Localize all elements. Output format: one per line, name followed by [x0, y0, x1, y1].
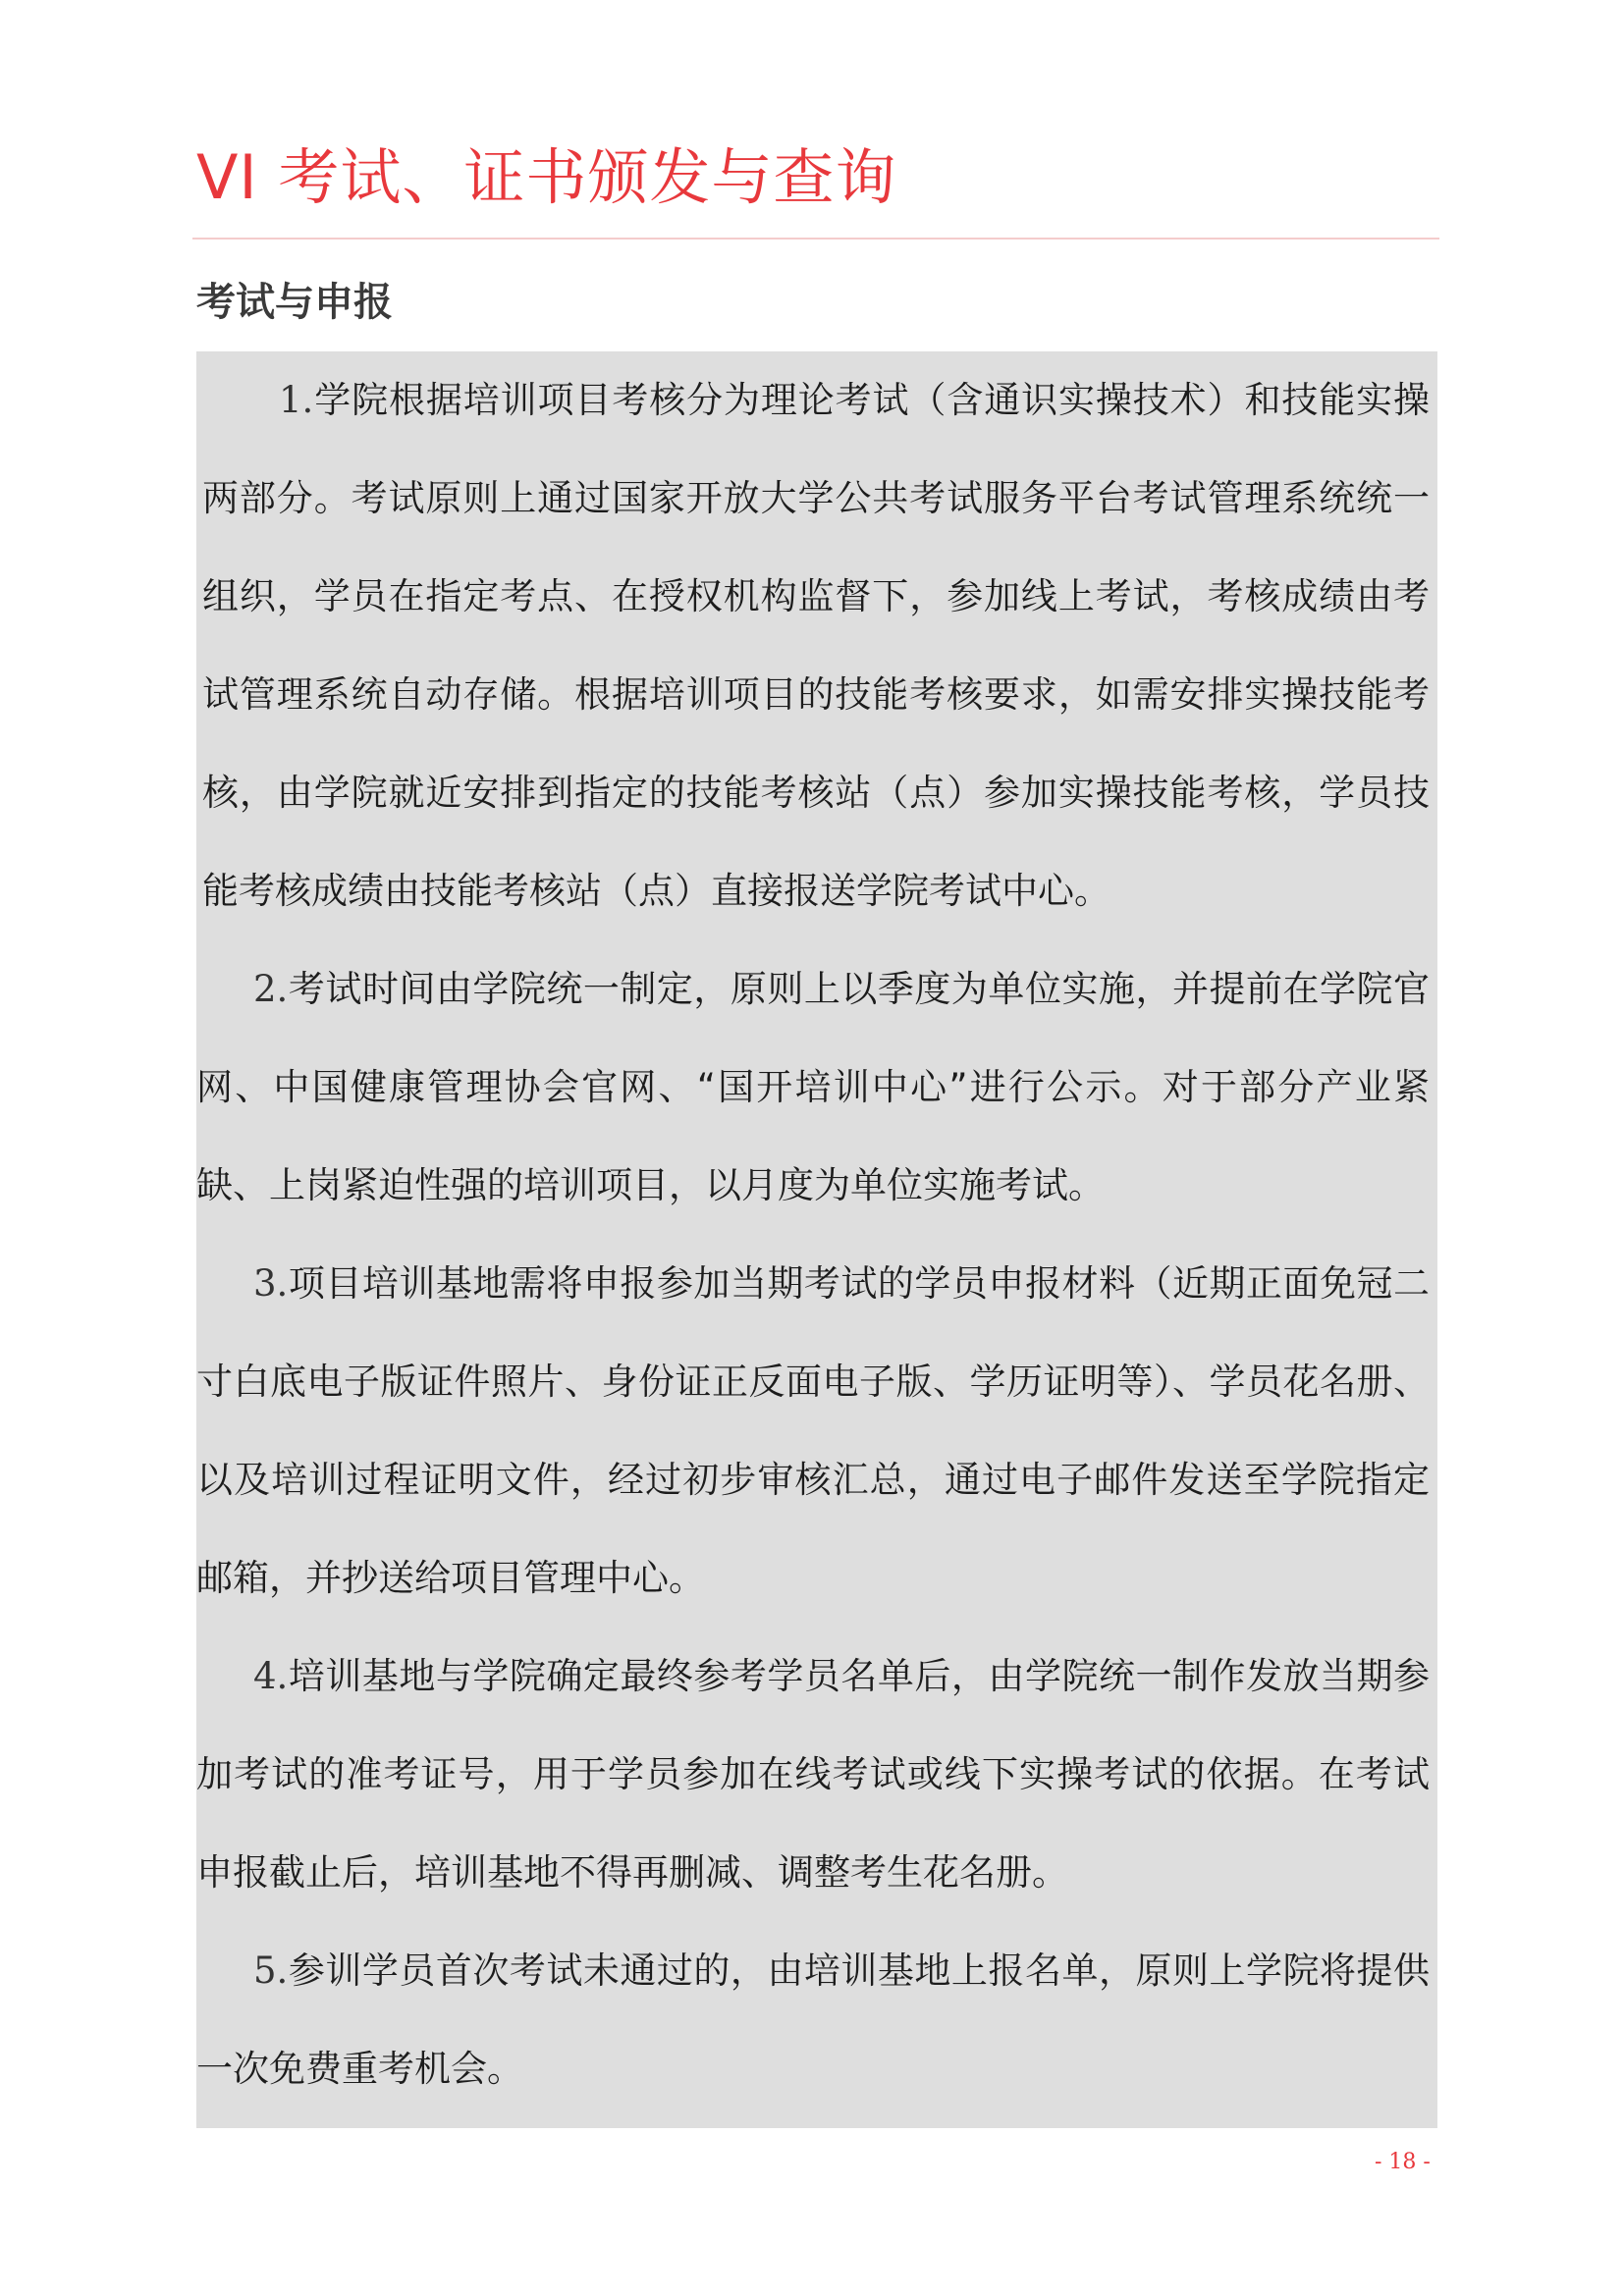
- paragraph-5: [196, 1922, 1430, 2118]
- paragraph-4: [196, 1628, 1430, 1922]
- content-body: [196, 351, 1430, 2118]
- paragraph-number: 3.: [253, 1262, 289, 1305]
- page-number: - 18 -: [1375, 2150, 1431, 2174]
- paragraph-number: 1.: [279, 379, 314, 421]
- paragraph-text: 项目培训基地需将申报参加当期考试的学员申报材料（近期正面免冠二寸白底电子版证件照片、身份证正反面电子版、学历证明等）、学员花名册、以及培训过程证明文件，经过初步审核汇总，通过电子邮件发送至学院指定邮箱，并抄送给项目管理中心。: [196, 1262, 1430, 1599]
- paragraph-number: 5.: [253, 1949, 289, 1992]
- paragraph-text: 参训学员首次考试未通过的，由培训基地上报名单，原则上学院将提供一次免费重考机会。: [196, 1949, 1430, 2090]
- paragraph-text: 考试时间由学院统一制定，原则上以季度为单位实施，并提前在学院官网、中国健康管理协会官网、“国开培训中心”进行公示。对于部分产业紧缺、上岗紧迫性强的培训项目，以月度为单位实施考试。: [196, 968, 1430, 1206]
- paragraph-text: 培训基地与学院确定最终参考学员名单后，由学院统一制作发放当期参加考试的准考证号，用于学员参加在线考试或线下实操考试的依据。在考试申报截止后，培训基地不得再删减、调整考生花名册。: [196, 1655, 1430, 1894]
- title-divider: [192, 238, 1439, 240]
- paragraph-text: 学院根据培训项目考核分为理论考试（含通识实操技术）和技能实操两部分。考试原则上通过国家开放大学公共考试服务平台考试管理系统统一组织，学员在指定考点、在授权机构监督下，参加线上考试，考核成绩由考试管理系统自动存储。根据培训项目的技能考核要求，如需安排实操技能考核，由学院就近安排到指定的技能考核站（点）参加实操技能考核，学员技能考核成绩由技能考核站（点）直接报送学院考试中心。: [202, 379, 1430, 912]
- paragraph-3: [196, 1235, 1430, 1628]
- content-box: [196, 351, 1437, 2128]
- paragraph-1: [196, 351, 1430, 940]
- paragraph-number: 4.: [253, 1655, 289, 1697]
- page-title: VI 考试、证书颁发与查询: [196, 141, 897, 213]
- section-heading: 考试与申报: [196, 280, 393, 325]
- paragraph-number: 2.: [253, 968, 289, 1010]
- paragraph-2: [196, 940, 1430, 1235]
